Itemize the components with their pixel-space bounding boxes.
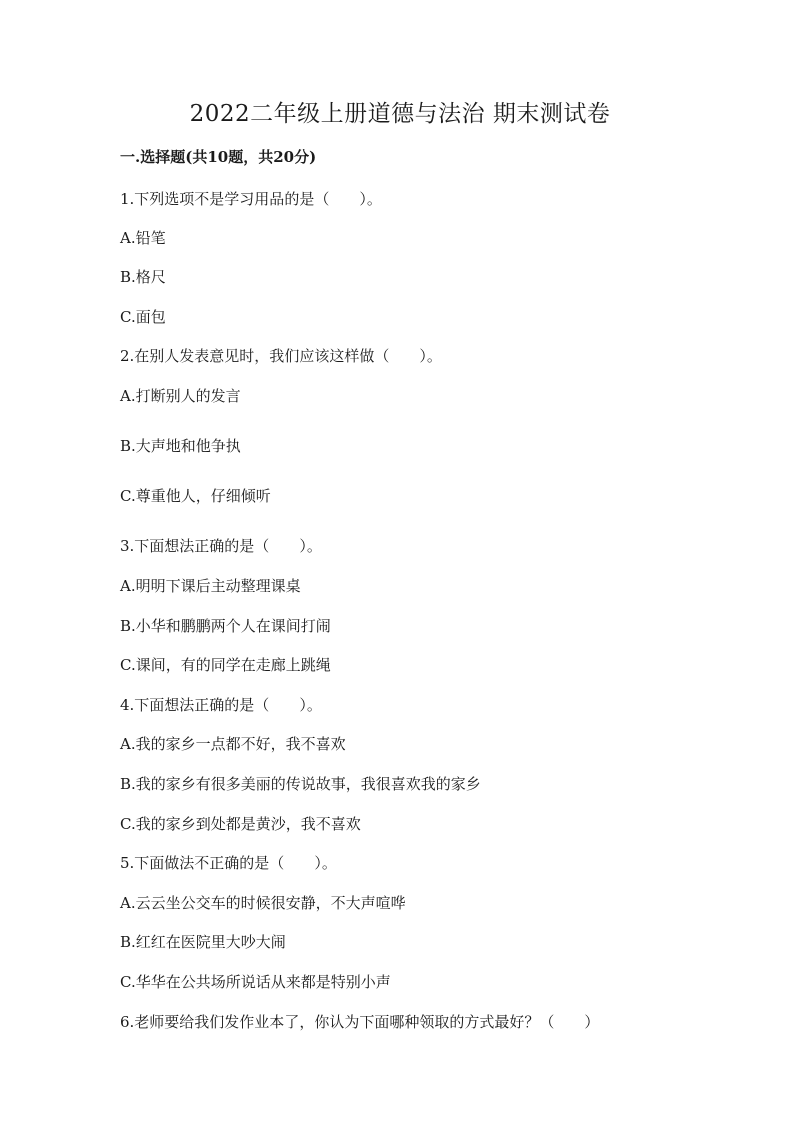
question-option: B.小华和鹏鹏两个人在课间打闹 [120,617,331,635]
question-option: C.尊重他人，仔细倾听 [120,487,271,505]
question-stem: 2.在别人发表意见时，我们应该这样做（ ）。 [120,347,442,365]
question-option: A.明明下课后主动整理课桌 [120,577,301,595]
question-stem: 1.下列选项不是学习用品的是（ ）。 [120,190,382,208]
question-option: C.我的家乡到处都是黄沙，我不喜欢 [120,815,361,833]
question-stem: 6.老师要给我们发作业本了，你认为下面哪种领取的方式最好？（ ） [120,1013,600,1031]
question-option: A.我的家乡一点都不好，我不喜欢 [120,735,346,753]
question-option: B.红红在医院里大吵大闹 [120,933,286,951]
exam-title: 2022二年级上册道德与法治 期末测试卷 [189,101,611,127]
section-heading: 一.选择题(共10题，共20分) [120,148,317,166]
question-stem: 5.下面做法不正确的是（ ）。 [120,854,337,872]
question-option: A.打断别人的发言 [120,387,241,405]
question-stem: 4.下面想法正确的是（ ）。 [120,696,322,714]
question-option: B.大声地和他争执 [120,437,241,455]
question-option: C.面包 [120,308,166,326]
question-option: C.华华在公共场所说话从来都是特别小声 [120,973,391,991]
question-option: B.我的家乡有很多美丽的传说故事，我很喜欢我的家乡 [120,775,481,793]
question-option: B.格尺 [120,268,166,286]
question-option: C.课间，有的同学在走廊上跳绳 [120,656,331,674]
question-option: A.云云坐公交车的时候很安静，不大声喧哗 [120,894,406,912]
question-stem: 3.下面想法正确的是（ ）。 [120,537,322,555]
question-option: A.铅笔 [120,229,166,247]
